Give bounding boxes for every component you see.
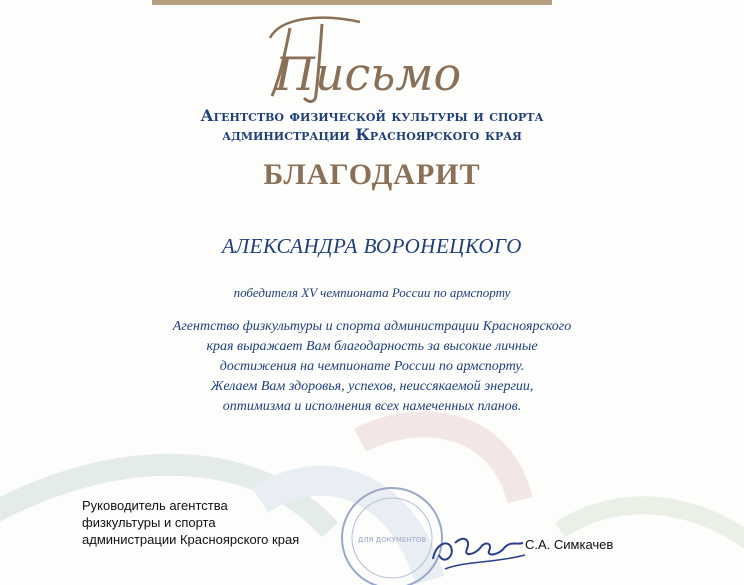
body-line-2: края выражает Вам благодарность за высокие личные (206, 339, 538, 354)
agency-line-1: Агентство физической культуры и спорта (200, 106, 544, 125)
agency-line-2: администрации Красноярского края (222, 125, 522, 144)
body-line-4: Желаем Вам здоровья, успехов, неиссякаемой энергии, (210, 379, 534, 394)
recipient-title: победителя XV чемпионата России по армспорту (233, 285, 511, 300)
body-line-5: оптимизма и исполнения всех намеченных планов. (222, 399, 522, 414)
handwritten-signature (425, 525, 530, 575)
stamp-text: ДЛЯ ДОКУМЕНТОВ (357, 536, 427, 544)
recipient-name: АЛЕКСАНДРА ВОРОНЕЦКОГО (222, 234, 522, 258)
letter-title-script (250, 8, 480, 108)
body-line-3: достижения на чемпионате России по армспорту. (219, 359, 525, 374)
signer-name: С.А. Симкачев (525, 537, 614, 552)
letter-title: Письмо (274, 47, 462, 101)
top-gold-rule (152, 0, 552, 5)
body-line-1: Агентство физкультуры и спорта администрации Красноярского (172, 319, 572, 334)
signature-line-3: администрации Красноярского края (82, 532, 300, 547)
signature-line-2: физкультуры и спорта (82, 515, 216, 530)
signature-line-1: Руководитель агентства (82, 498, 228, 513)
thanks-heading: БЛАГОДАРИТ (263, 158, 481, 191)
agency-name (0, 106, 744, 144)
signature-block (82, 497, 299, 548)
